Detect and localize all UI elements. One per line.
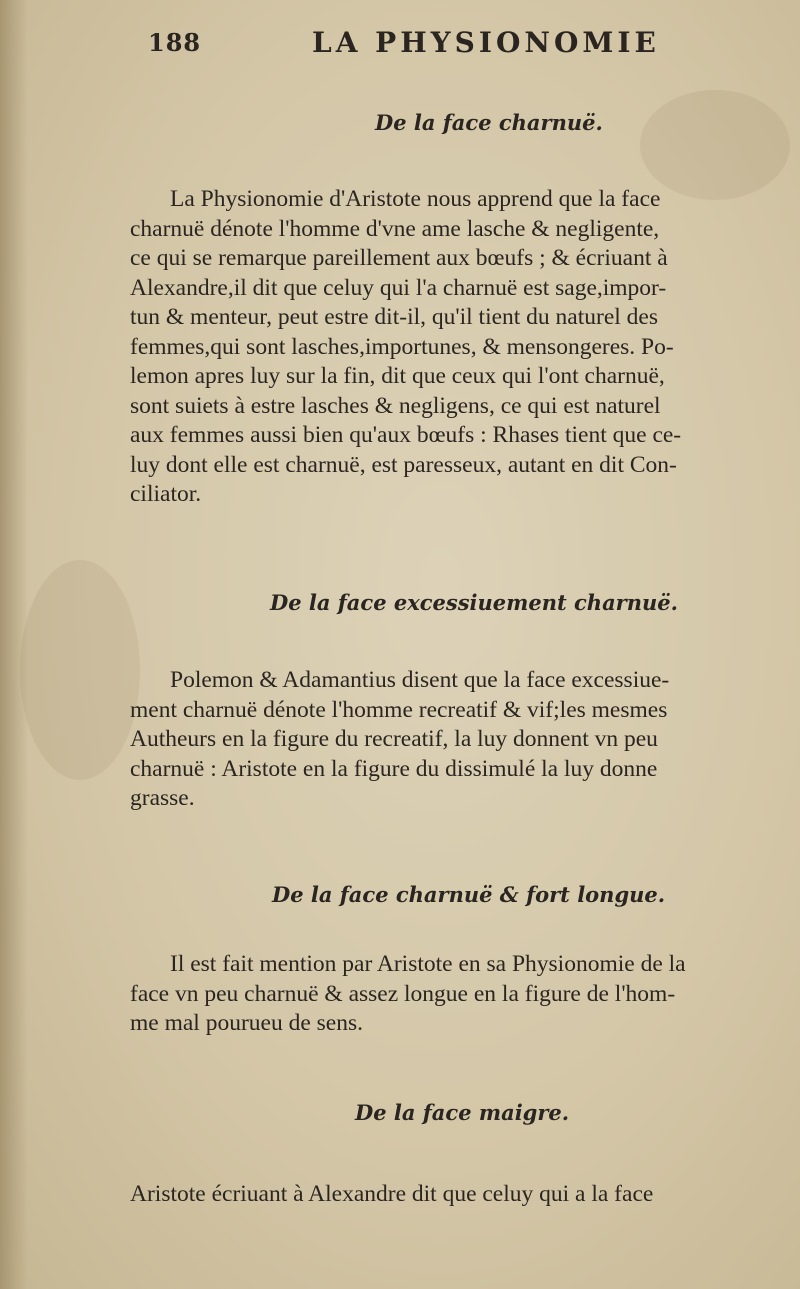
section-heading: De la face excessiuement charnuë. (270, 590, 678, 615)
text-line: grasse. (130, 785, 195, 811)
text-line: Polemon & Adamantius disent que la face excessiue- (170, 667, 670, 693)
section-heading: De la face maigre. (355, 1100, 570, 1125)
text-line: lemon apres luy sur la fin, dit que ceux qui l'ont charnuë, (130, 363, 665, 389)
text-line: charnuë dénote l'homme d'vne ame lasche & negligente, (130, 215, 660, 242)
section-paragraph (130, 950, 790, 1039)
section-heading: De la face charnuë & fort longue. (272, 882, 666, 907)
section-paragraph (130, 666, 790, 814)
text-line: femmes,qui sont lasches,importunes, & mensongeres. Po- (130, 333, 674, 360)
section-heading: De la face charnuë. (375, 110, 603, 135)
text-line: luy dont elle est charnuë, est paresseux, autant en dit Con- (130, 451, 677, 478)
section-paragraph (130, 185, 790, 510)
text-line: aux femmes aussi bien qu'aux bœufs : Rhases tient que ce- (130, 422, 682, 448)
text-line: Alexandre,il dit que celuy qui l'a charnuë est sage,impor- (130, 274, 667, 301)
running-title: LA PHYSIONOMIE (312, 26, 660, 59)
paper-stain (640, 90, 790, 200)
text-line: Il est fait mention par Aristote en sa Physionomie de la (170, 951, 686, 977)
text-line: Autheurs en la figure du recreatif, la luy donnent vn peu (130, 726, 658, 752)
text-line: face vn peu charnuë & assez longue en la figure de l'hom- (130, 980, 676, 1007)
text-line: La Physionomie d'Aristote nous apprend que la face (170, 186, 661, 212)
text-line: ciliator. (130, 481, 202, 507)
text-line: charnuë : Aristote en la figure du dissimulé la luy donne (130, 755, 658, 782)
text-line: tun & menteur, peut estre dit-il, qu'il tient du naturel des (130, 304, 659, 330)
text-line: sont suiets à estre lasches & negligens, ce qui est naturel (130, 392, 661, 419)
paper-stain (20, 560, 140, 780)
page-header (0, 22, 800, 72)
text-line: ment charnuë dénote l'homme recreatif & vif;les mesmes (130, 696, 668, 723)
text-line: me mal pourueu de sens. (130, 1010, 363, 1036)
text-line: ce qui se remarque pareillement aux bœufs ; & écriuant à (130, 245, 668, 271)
section-paragraph (130, 1180, 790, 1210)
page-number: 188 (148, 28, 202, 57)
text-line: Aristote écriuant à Alexandre dit que celuy qui a la face (130, 1181, 654, 1207)
